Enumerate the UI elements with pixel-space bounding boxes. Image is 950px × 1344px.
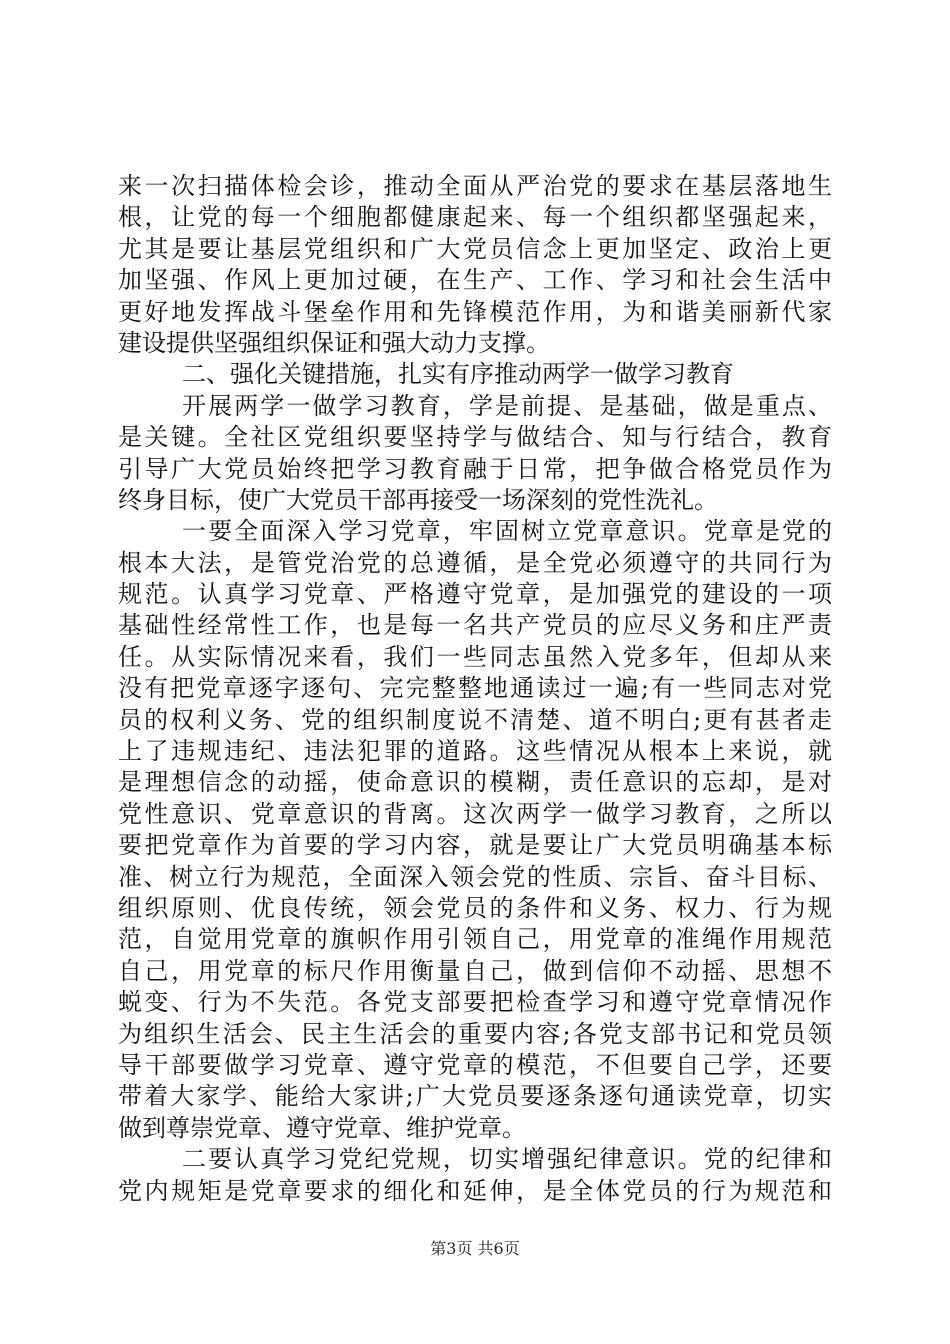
text-line: 没有把党章逐字逐句、完完整整地通读过一遍;有一些同志对党 xyxy=(118,674,832,703)
text-line: 要把党章作为首要的学习内容，就是要让广大党员明确基本标 xyxy=(118,831,832,860)
text-line: 更好地发挥战斗堡垒作用和先锋模范作用，为和谐美丽新代家 xyxy=(118,297,832,326)
text-line: 尤其是要让基层党组织和广大党员信念上更加坚定、政治上更 xyxy=(118,234,832,263)
text-line: 终身目标，使广大党员干部再接受一场深刻的党性洗礼。 xyxy=(118,485,718,514)
text-line: 党内规矩是党章要求的细化和延伸，是全体党员的行为规范和 xyxy=(118,1176,832,1205)
page-footer: 第3页 共6页 xyxy=(430,1239,520,1258)
text-line: 是关键。全社区党组织要坚持学与做结合、知与行结合，教育 xyxy=(118,423,832,452)
text-line: 开展两学一做学习教育，学是前提、是基础，做是重点、 xyxy=(182,391,832,420)
text-line: 来一次扫描体检会诊，推动全面从严治党的要求在基层落地生 xyxy=(118,172,832,200)
text-line: 导干部要做学习党章、遵守党章的模范，不但要自己学，还要 xyxy=(118,1050,832,1079)
text-line: 是理想信念的动摇，使命意识的模糊，责任意识的忘却，是对 xyxy=(118,768,832,797)
text-line: 根本大法，是管党治党的总遵循，是全党必须遵守的共同行为 xyxy=(118,548,832,577)
text-line: 准、树立行为规范，全面深入领会党的性质、宗旨、奋斗目标、 xyxy=(118,862,832,891)
text-line: 一要全面深入学习党章，牢固树立党章意识。党章是党的 xyxy=(182,517,832,546)
text-line: 范，自觉用党章的旗帜作用引领自己，用党章的准绳作用规范 xyxy=(118,925,832,954)
text-line: 做到尊崇党章、遵守党章、维护党章。 xyxy=(118,1113,526,1142)
text-line: 员的权利义务、党的组织制度说不清楚、道不明白;更有甚者走 xyxy=(118,705,832,734)
text-line: 上了违规违纪、违法犯罪的道路。这些情况从根本上来说，就 xyxy=(118,737,832,766)
text-line: 根，让党的每一个细胞都健康起来、每一个组织都坚强起来， xyxy=(118,203,832,232)
text-line: 党性意识、党章意识的背离。这次两学一做学习教育，之所以 xyxy=(118,799,832,828)
text-line: 为组织生活会、民主生活会的重要内容;各党支部书记和党员领 xyxy=(118,1019,832,1048)
text-line: 加坚强、作风上更加过硬，在生产、工作、学习和社会生活中 xyxy=(118,266,832,295)
text-line: 基础性经常性工作，也是每一名共产党员的应尽义务和庄严责 xyxy=(118,611,832,640)
text-line: 蜕变、行为不失范。各党支部要把检查学习和遵守党章情况作 xyxy=(118,988,832,1017)
document-body xyxy=(118,171,832,1207)
text-line: 任。从实际情况来看，我们一些同志虽然入党多年，但却从来 xyxy=(118,642,832,671)
text-line: 带着大家学、能给大家讲;广大党员要逐条逐句通读党章，切实 xyxy=(118,1082,832,1111)
text-line: 二要认真学习党纪党规，切实增强纪律意识。党的纪律和 xyxy=(182,1145,832,1174)
text-line: 引导广大党员始终把学习教育融于日常，把争做合格党员作为 xyxy=(118,454,832,483)
text-line: 建设提供坚强组织保证和强大动力支撑。 xyxy=(118,328,550,357)
text-line: 二、强化关键措施，扎实有序推动两学一做学习教育 xyxy=(182,360,734,389)
text-line: 组织原则、优良传统，领会党员的条件和义务、权力、行为规 xyxy=(118,893,832,922)
text-line: 自己，用党章的标尺作用衡量自己，做到信仰不动摇、思想不 xyxy=(118,956,832,985)
text-line: 规范。认真学习党章、严格遵守党章，是加强党的建设的一项 xyxy=(118,580,832,609)
